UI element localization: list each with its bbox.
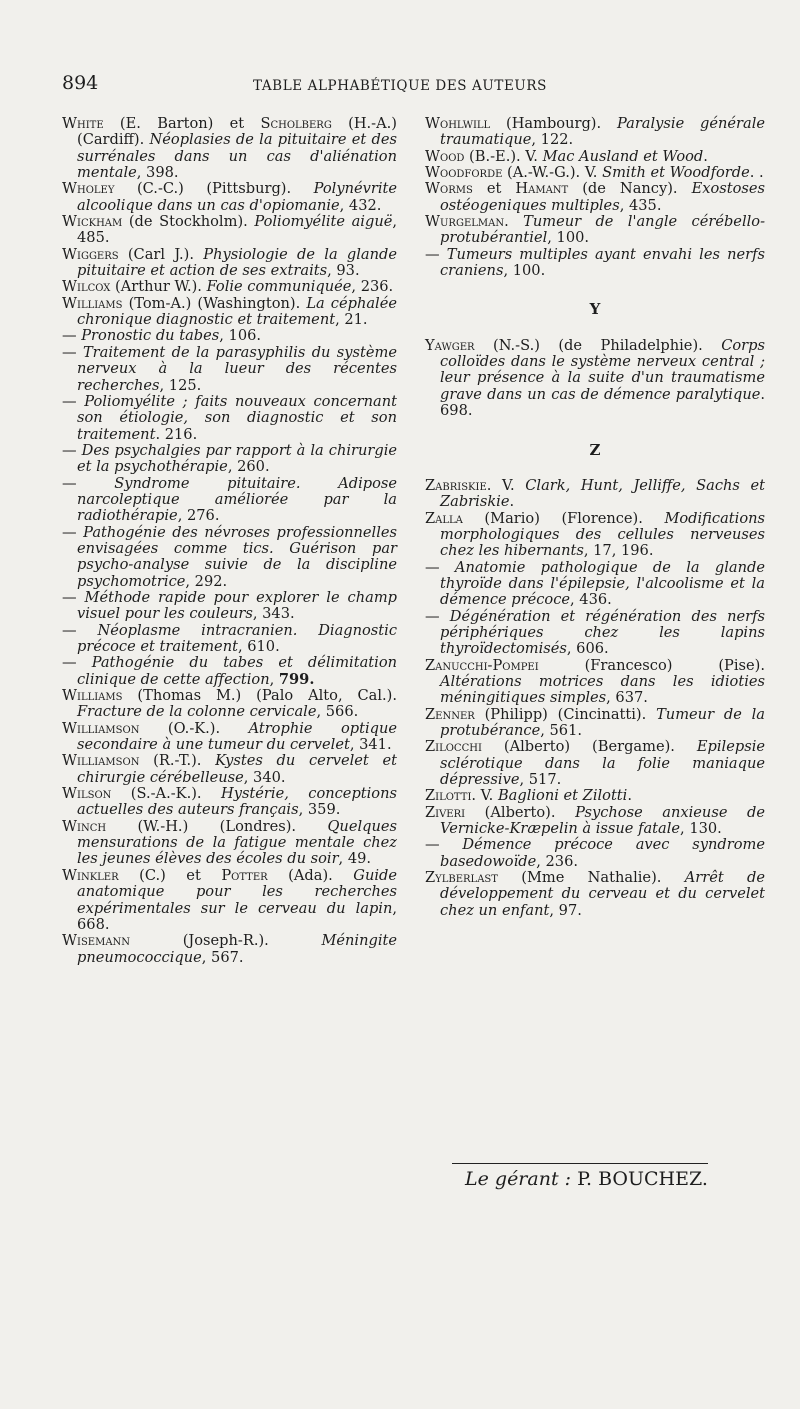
entry-text: — (62, 474, 115, 492)
index-entry (62, 181, 397, 214)
gerant-label: Le gérant : (465, 1168, 572, 1190)
entry-pages: , 100. (503, 262, 546, 280)
entry-text: et (472, 180, 516, 198)
w-entries-continued (425, 116, 765, 279)
entry-author: Williams (62, 294, 123, 312)
entry-author: Winkler (62, 866, 119, 884)
entry-pages: , 432. (339, 196, 382, 214)
entry-pages: , 260. (227, 458, 270, 476)
entry-author: Wholey (62, 180, 115, 198)
entry-text: (W.-H.) (Londres). (106, 817, 328, 835)
index-entry (62, 688, 397, 721)
index-entry (425, 837, 765, 870)
entry-pages: , 236. (351, 278, 394, 296)
entry-title: Tumeur de la protubérance (440, 705, 766, 739)
entry-title: Pathogénie des névroses professionnelles envisagées comme tics. Guérison par psycho-analyse suivie de la discipline psychomotrice (77, 523, 398, 590)
index-entry (62, 819, 397, 868)
entry-text: (de Nancy). (568, 180, 692, 198)
entry-title: Exostoses ostéogeniques multiples (440, 180, 765, 214)
entry-title: Poliomyélite aiguë (254, 213, 393, 231)
entry-author: Wurgelman (425, 213, 505, 231)
entry-author: Ziveri (425, 803, 466, 821)
entry-title: Paralysie générale traumatique (440, 115, 765, 149)
entry-text: (C.) et (118, 866, 222, 884)
section-letter-y: Y (589, 300, 601, 319)
index-entry (425, 658, 765, 707)
index-entry (62, 786, 397, 819)
entry-author: Williamson (62, 719, 140, 737)
entry-pages: , 97. (549, 901, 582, 919)
index-entry (62, 296, 397, 329)
entry-title: Folie communiquée (206, 278, 352, 296)
entry-pages: , 21. (335, 311, 368, 329)
index-entry (62, 933, 397, 966)
entry-text: (E. Barton) et (103, 115, 261, 132)
entry-title: Epilepsie sclérotique dans la folie maniaque dépressive (440, 738, 765, 789)
entry-text: — (425, 245, 447, 263)
entry-author: Wisemann (62, 932, 131, 950)
entry-coauthor: Potter (221, 866, 268, 884)
entry-text: — (62, 588, 85, 606)
entry-author: Williams (62, 687, 123, 705)
z-entries (425, 478, 765, 919)
entry-pages: , 122. (531, 131, 574, 149)
entry-text: (H.-A.) (Cardiff). (77, 115, 397, 149)
entry-pages: , 343. (252, 605, 295, 623)
entry-title: Mac Ausland et Wood (542, 147, 704, 165)
index-entry (425, 739, 765, 788)
entry-title: Polynévrite alcoolique dans un cas d'opiomanie (77, 180, 397, 214)
entry-pages: , 17, 196. (583, 542, 654, 560)
entry-pages: , 637. (606, 689, 648, 707)
entry-title: Atrophie optique secondaire à une tumeur du cervelet (77, 719, 397, 754)
left-column (62, 116, 397, 966)
index-entry (62, 247, 397, 280)
footer-rule (452, 1163, 708, 1164)
index-entry (62, 443, 397, 476)
entry-text: (S.-A.-K.). (111, 785, 221, 803)
entry-coauthor: Hamant (515, 180, 569, 198)
entry-pages: . (627, 787, 632, 805)
index-entry (425, 181, 765, 214)
entry-pages: , (269, 670, 279, 688)
entry-text: — (62, 441, 82, 459)
entry-pages: . (703, 147, 708, 165)
index-entry (425, 165, 765, 181)
entry-title: Dégénération et régénération des nerfs périphériques chez les lapins thyroïdectomisés (440, 607, 765, 658)
entry-pages: , 668. (77, 899, 397, 933)
entry-pages: , 398. (136, 164, 179, 182)
entry-text: (Philipp) (Cincinatti). (474, 705, 657, 723)
entry-pages: , 340. (243, 768, 286, 786)
entry-title: Néoplasme intracranien. Diagnostic précoce et traitement (77, 621, 398, 655)
index-entry (425, 609, 765, 658)
index-entry (425, 707, 765, 740)
entry-pages: , 517. (519, 771, 562, 789)
entry-text: (de Stockholm). (122, 213, 255, 231)
index-entry (425, 116, 765, 149)
entry-pages: . (509, 493, 515, 511)
index-entry (425, 805, 765, 838)
entry-title: Baglioni et Zilotti (497, 787, 628, 805)
entry-text: . V. (486, 476, 526, 494)
page-header (62, 72, 738, 96)
entry-title: Arrêt de développement du cerveau et du cervelet chez un enfant (440, 869, 765, 919)
entry-title: Méningite pneumococcique (77, 932, 397, 966)
entry-text: (Ada). (267, 866, 354, 884)
entry-pages: , 130. (680, 820, 722, 838)
index-entry (62, 476, 397, 525)
entry-pages: . 698. (440, 385, 765, 420)
index-entry (425, 214, 765, 247)
entry-author: Woodforde (425, 164, 503, 182)
entry-title: Modifications morphologiques des cellules nerveuses chez les hibernants (440, 509, 765, 560)
index-entry (62, 328, 397, 344)
index-entry (62, 753, 397, 786)
entry-author: White (62, 115, 104, 132)
entry-pages: , 359. (298, 801, 341, 819)
entry-author: Zilotti (425, 787, 472, 805)
entry-title: Psychose anxieuse de Vernicke-Kræpelin à issue fatale (440, 803, 765, 838)
index-entry (62, 394, 397, 443)
entry-title: Kystes du cervelet et chirurgie cérébelleuse (77, 752, 397, 786)
entry-text: — (62, 621, 98, 639)
entry-author: Wilson (62, 785, 112, 803)
entry-pages: , 436. (570, 591, 612, 609)
index-entry (62, 623, 397, 656)
entry-author: Wohlwill (425, 115, 491, 132)
entry-author: Zilocchi (425, 738, 482, 756)
entry-text: (B.-E.). V. (464, 147, 543, 165)
entry-pages: , 276. (177, 507, 220, 525)
index-entry (62, 868, 397, 933)
entry-text: — (62, 654, 92, 672)
entry-pages: , 566. (316, 703, 359, 721)
index-entry (62, 116, 397, 181)
entry-text: (Mario) (Florence). (462, 509, 665, 527)
entry-pages: , 100. (547, 229, 590, 247)
entry-title: Corps colloïdes dans le système nerveux central ; leur présence à la suite d'un traumatisme grave dans un cas de démence paralytique (440, 336, 765, 403)
entry-title: Des psychalgies par rapport à la chirurgie et la psychothérapie (77, 441, 398, 476)
page-number: 894 (62, 72, 99, 94)
entry-pages: , 93. (327, 262, 360, 280)
entry-pages: , 561. (540, 722, 583, 739)
entry-pages: , 567. (201, 948, 244, 966)
entry-text: (N.-S.) (de Philadelphie). (474, 336, 722, 354)
section-letter-z: Z (589, 440, 601, 459)
entry-pages: , 435. (619, 196, 662, 214)
entry-text: (Arthur W.). (110, 278, 207, 296)
entry-title: Clark, Hunt, Jelliffe, Sachs et Zabriskie (440, 476, 765, 511)
entry-text: — (62, 343, 83, 361)
entry-author: Zanucchi-Pompei (425, 656, 539, 674)
entry-coauthor: Scholberg (260, 115, 332, 132)
entry-text: — (425, 607, 450, 625)
index-entry (62, 279, 397, 295)
entry-pages: , 106. (219, 327, 262, 345)
entry-title: Tumeurs multiples ayant envahi les nerfs craniens (440, 245, 765, 280)
entry-author: Winch (62, 817, 107, 835)
entry-pages: , 292. (185, 572, 228, 590)
index-entry (62, 655, 397, 688)
index-entry (425, 338, 765, 420)
entry-pages: , 606. (566, 640, 609, 658)
entry-author: Williamson (62, 752, 140, 770)
entry-pages-bold: 799. (278, 670, 315, 688)
entry-text: (Hambourg). (490, 115, 617, 132)
entry-text: — (62, 327, 82, 345)
index-entry (62, 214, 397, 247)
entry-title: Hystérie, conceptions actuelles des auteurs français (77, 785, 397, 819)
entry-text: (Mme Nathalie). (497, 869, 685, 887)
index-entry (425, 870, 765, 919)
entry-text: (Joseph-R.). (130, 932, 322, 950)
entry-title: Anatomie pathologique de la glande thyroïde dans l'épilepsie, l'alcoolisme et la démence précoce (440, 558, 766, 609)
entry-pages: . . (749, 164, 764, 182)
entry-pages: . 216. (155, 425, 198, 443)
running-title: TABLE ALPHABÉTIQUE DES AUTEURS (252, 78, 548, 94)
entry-title: Pathogénie du tabes et délimitation clinique de cette affection (77, 654, 398, 688)
entry-text: (Thomas M.) (Palo Alto, Cal.). (122, 687, 397, 705)
entry-pages: , 485. (77, 213, 397, 247)
gerant-name: P. BOUCHEZ. (577, 1168, 708, 1190)
entry-title: Guide anatomique pour les recherches expérimentales sur le cerveau du lapin (77, 866, 397, 917)
entry-title: Tumeur de l'angle cérébello-protubérantiel (440, 213, 765, 247)
entry-pages: , 236. (536, 852, 579, 870)
entry-text: (Tom-A.) (Washington). (122, 294, 307, 312)
entry-text: (Carl J.). (118, 245, 204, 263)
entry-title: Méthode rapide pour explorer le champ visuel pour les couleurs (77, 588, 397, 623)
index-entry (425, 478, 765, 511)
index-entry (62, 525, 397, 590)
entry-text: — (62, 523, 84, 541)
index-entry (425, 788, 765, 804)
index-entry (425, 511, 765, 560)
right-column (425, 116, 765, 919)
y-entries (425, 338, 765, 420)
entry-text: — (425, 836, 463, 854)
entry-title: La céphalée chronique diagnostic et traitement (77, 294, 397, 329)
entry-pages: , 610. (237, 638, 280, 655)
entry-title: Altérations motrices dans les idioties méningitiques simples (440, 672, 765, 707)
entry-author: Zabriskie (425, 476, 487, 494)
entry-pages: , 341. (349, 736, 392, 754)
index-entry (62, 590, 397, 623)
index-entry (425, 247, 765, 280)
entry-text: (R.-T.). (139, 752, 216, 770)
entry-pages: , 49. (338, 850, 372, 868)
entry-title: Pronostic du tabes (81, 327, 220, 345)
entry-author: Worms (425, 180, 473, 198)
entry-author: Zalla (425, 509, 463, 527)
index-entry (425, 560, 765, 609)
entry-author: Wiggers (62, 245, 119, 263)
entry-title: Fracture de la colonne cervicale (77, 703, 317, 721)
index-entry (62, 721, 397, 754)
entry-text: — (425, 558, 455, 576)
index-entry (62, 345, 397, 394)
entry-text: (A.-W.-G.). V. (502, 164, 603, 182)
entry-title: Quelques mensurations de la fatigue mentale chez les jeunes élèves des écoles du soir (77, 817, 397, 868)
entry-title: Démence précoce avec syndrome basedowoïde (440, 836, 765, 870)
entry-title: Smith et Woodforde (602, 164, 750, 182)
entry-text: . (504, 213, 524, 231)
gerant-signature (465, 1168, 708, 1190)
entry-author: Wickham (62, 213, 123, 231)
entry-author: Wilcox (62, 278, 111, 296)
entry-title: Néoplasies de la pituitaire et des surrénales dans un cas d'aliénation mentale (77, 131, 398, 182)
entry-text: (C.-C.) (Pittsburg). (114, 180, 314, 198)
entry-title: Traitement de la parasyphilis du système nerveux à la lueur des récentes recherches (77, 343, 397, 394)
entry-text: — (62, 392, 85, 410)
entry-author: Wood (425, 147, 465, 165)
entry-title: Physiologie de la glande pituitaire et action de ses extraits (77, 245, 397, 280)
entry-author: Yawger (425, 336, 475, 354)
entry-text: (O.-K.). (139, 719, 249, 737)
entry-text: . V. (471, 787, 498, 805)
entry-author: Zylberlast (425, 869, 498, 887)
entry-text: (Alberto) (Bergame). (481, 738, 697, 756)
entry-author: Zenner (425, 705, 475, 723)
entry-title: Syndrome pituitaire. Adipose narcoleptique améliorée par la radiothérapie (77, 474, 397, 525)
entry-text: (Alberto). (465, 803, 576, 821)
index-entry (425, 149, 765, 165)
entry-pages: , 125. (159, 376, 202, 394)
entry-title: Poliomyélite ; faits nouveaux concernant son étiologie, son diagnostic et son traitement (77, 392, 398, 443)
entry-text: (Francesco) (Pise). (538, 656, 765, 674)
